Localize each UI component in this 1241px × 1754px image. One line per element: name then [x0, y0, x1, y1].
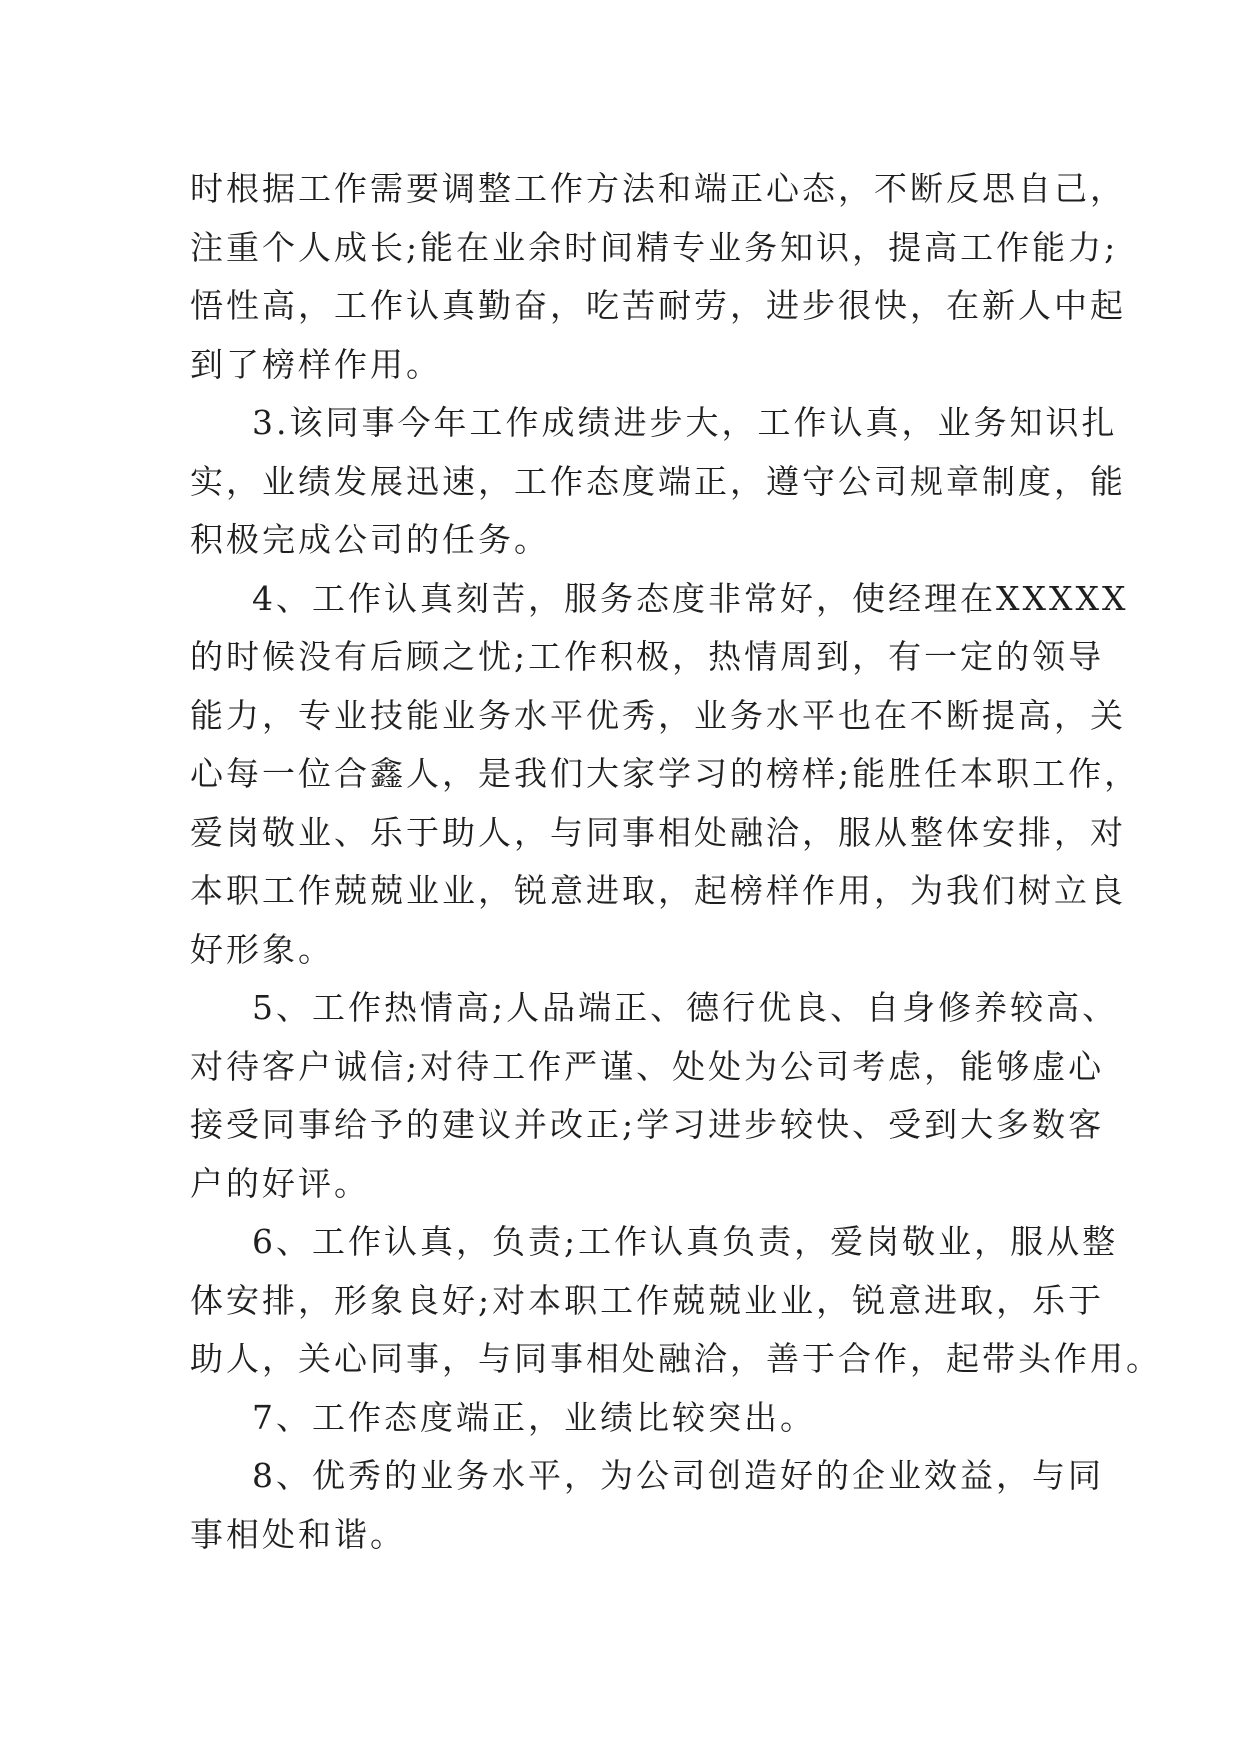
text-line: 5、工作热情高;人品端正、德行优良、自身修养较高、 [252, 988, 1119, 1027]
document-body [190, 160, 1162, 1564]
text-line: 本职工作兢兢业业，锐意进取，起榜样作用，为我们树立良 [190, 871, 1126, 910]
text-line: 体安排，形象良好;对本职工作兢兢业业，锐意进取，乐于 [190, 1280, 1105, 1320]
text-line: 接受同事给予的建议并改正;学习进步较快、受到大多数客 [190, 1105, 1105, 1144]
text-line: 实，业绩发展迅速，工作态度端正，遵守公司规章制度，能 [190, 461, 1126, 501]
text-line: 爱岗敬业、乐于助人，与同事相处融洽，服从整体安排，对 [190, 812, 1126, 852]
paragraph-item-3 [190, 394, 1126, 570]
text-line: 对待客户诚信;对待工作严谨、处处为公司考虑，能够虚心 [190, 1046, 1105, 1086]
paragraph-item-4 [190, 570, 1141, 980]
paragraph-item-6 [190, 1213, 1162, 1389]
text-line: 8、优秀的业务水平，为公司创造好的企业效益，与同 [252, 1456, 1104, 1495]
paragraph-item-5 [190, 979, 1119, 1213]
text-line: 时根据工作需要调整工作方法和端正心态，不断反思自己， [190, 169, 1126, 208]
text-line: 6、工作认真，负责;工作认真负责，爱岗敬业，服从整 [252, 1222, 1119, 1261]
paragraph-item-8 [190, 1447, 1104, 1564]
text-line: 好形象。 [190, 929, 334, 969]
text-line: 4、工作认真刻苦，服务态度非常好，使经理在XXXXX [252, 578, 1129, 618]
text-line: 悟性高，工作认真勤奋，吃苦耐劳，进步很快，在新人中起 [190, 286, 1126, 325]
text-line: 能力，专业技能业务水平优秀，业务水平也在不断提高，关 [190, 695, 1126, 735]
paragraph-item-7 [190, 1389, 1070, 1448]
text-line: 户的好评。 [190, 1163, 370, 1203]
text-line: 7、工作态度端正，业绩比较突出。 [252, 1397, 816, 1437]
text-line: 到了榜样作用。 [190, 344, 442, 384]
text-line: 注重个人成长;能在业余时间精专业务知识，提高工作能力; [190, 227, 1119, 267]
text-line: 心每一位合鑫人，是我们大家学习的榜样;能胜任本职工作， [190, 754, 1141, 793]
text-line: 积极完成公司的任务。 [190, 520, 550, 559]
text-line: 3.该同事今年工作成绩进步大，工作认真，业务知识扎 [252, 403, 1118, 442]
paragraph-continued [190, 160, 1126, 394]
text-line: 事相处和谐。 [190, 1514, 406, 1554]
text-line: 的时候没有后顾之忧;工作积极，热情周到，有一定的领导 [190, 637, 1105, 676]
text-line: 助人，关心同事，与同事相处融洽，善于合作，起带头作用。 [190, 1339, 1162, 1378]
